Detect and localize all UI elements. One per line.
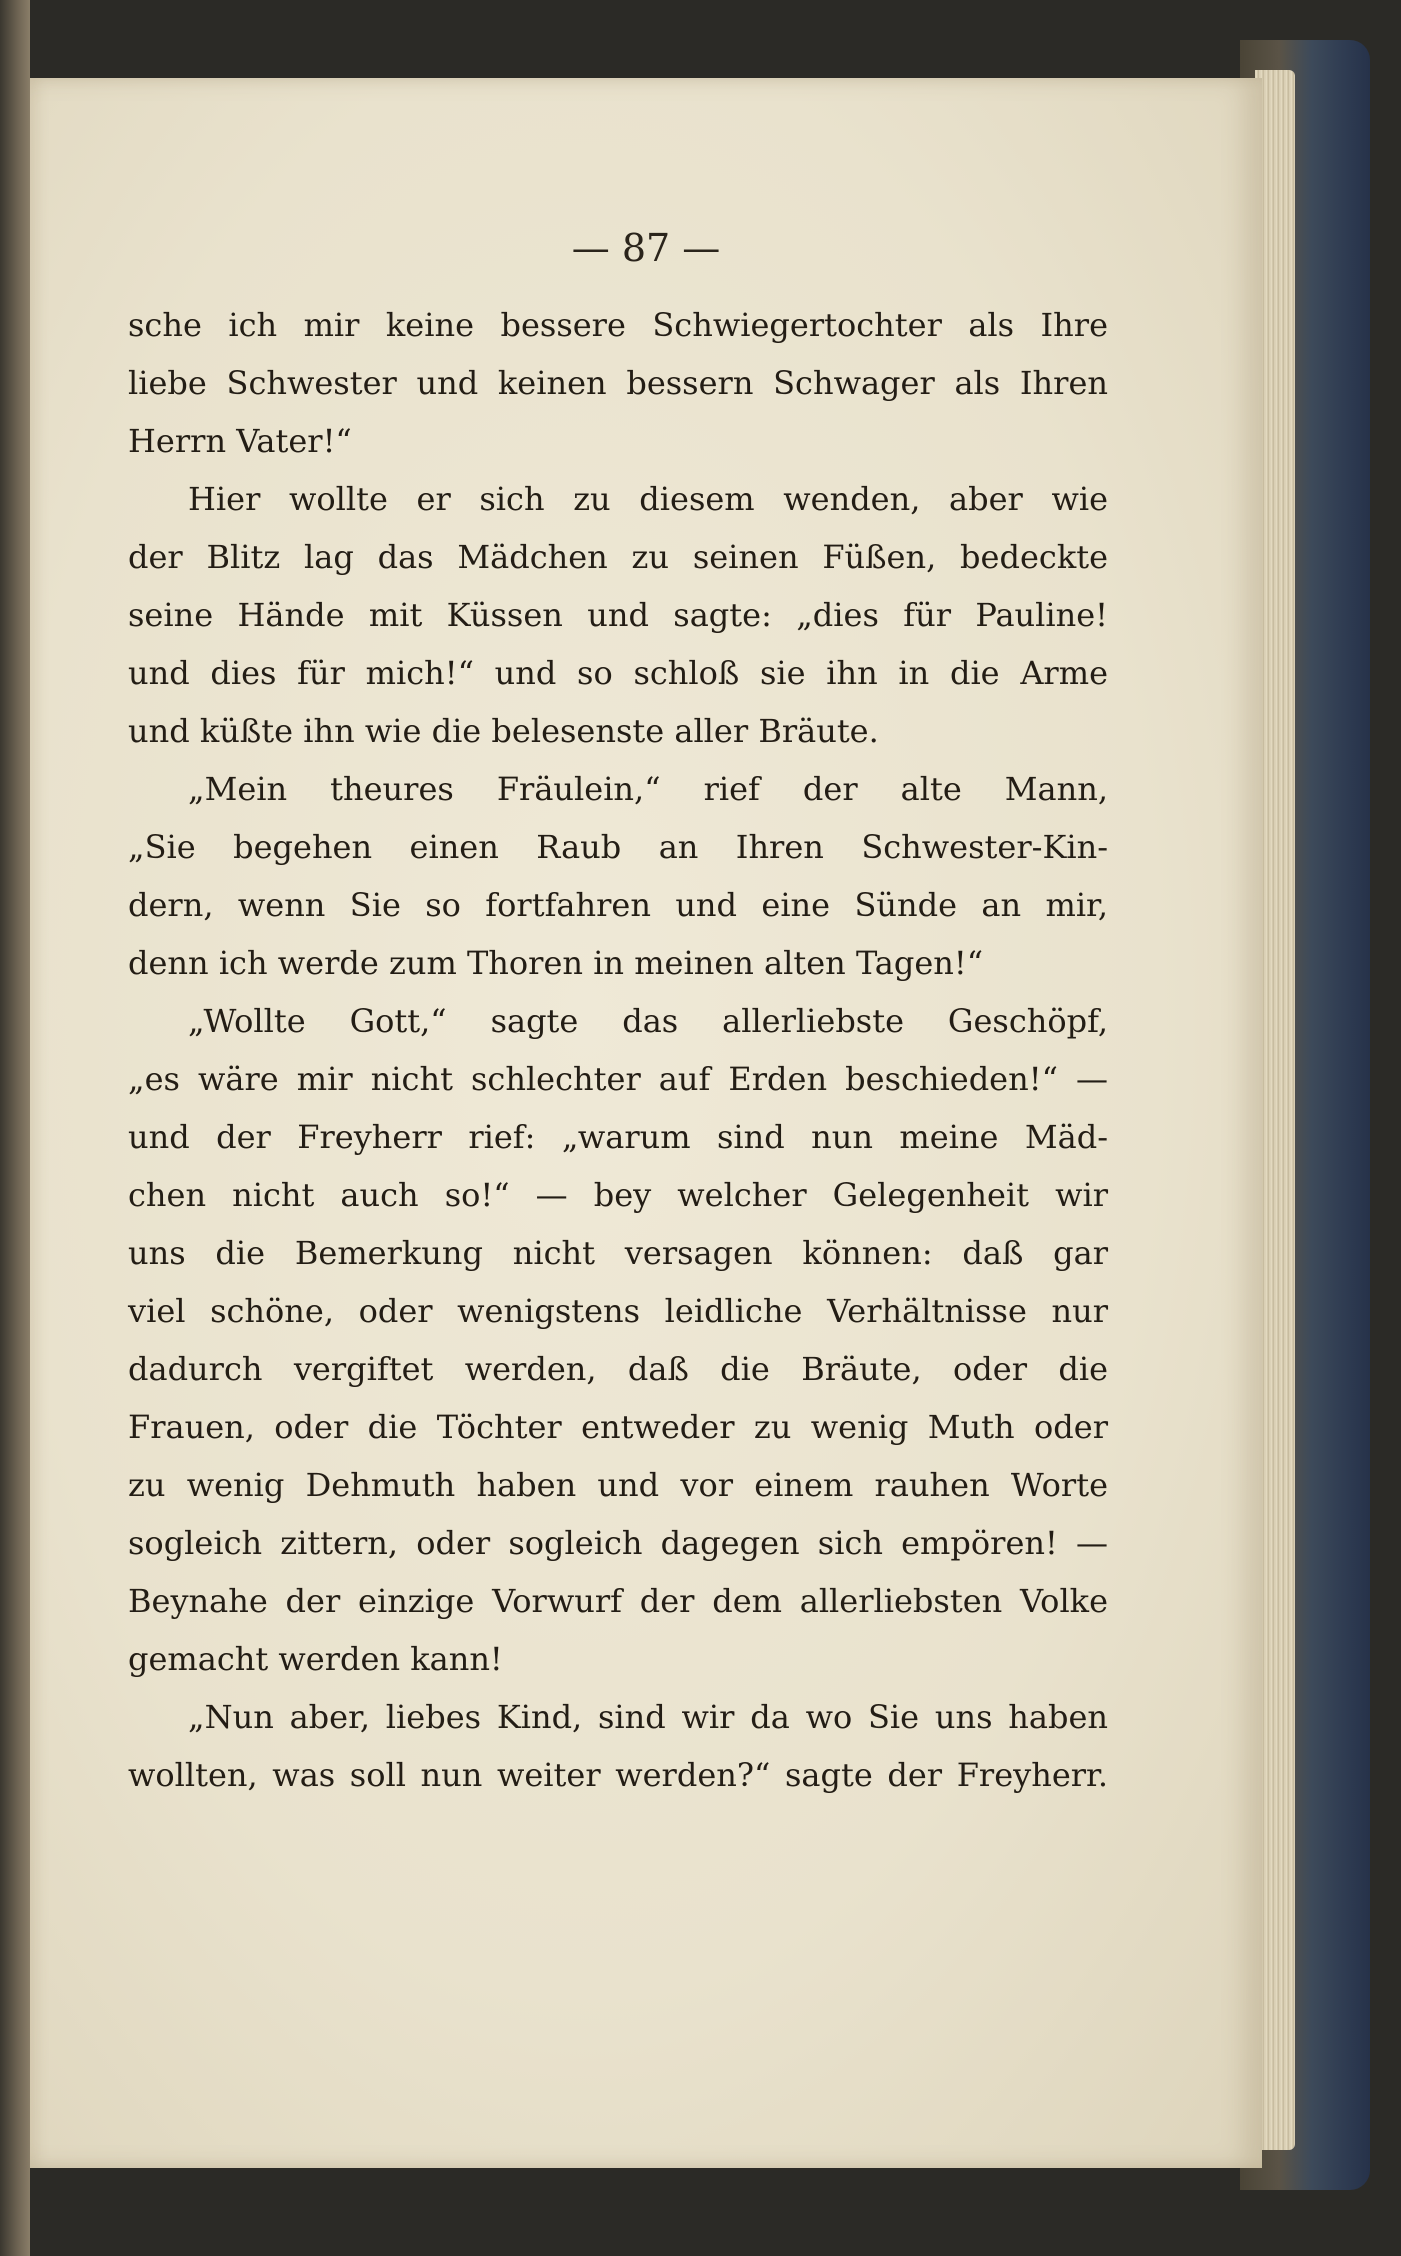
- text-line: denn ich werde zum Thoren in meinen alten Tagen!“: [128, 944, 984, 982]
- text-line: uns die Bemerkung nicht versagen können: daß gar: [128, 1234, 1108, 1272]
- text-line: dern, wenn Sie so fortfahren und eine Sünde an mir,: [128, 886, 1108, 924]
- text-line: „Wollte Gott,“ sagte das allerliebste Geschöpf,: [188, 1002, 1108, 1040]
- text-line: wollten, was soll nun weiter werden?“ sagte der Freyherr.: [128, 1756, 1108, 1794]
- book-page: [30, 78, 1262, 2168]
- text-line: liebe Schwester und keinen bessern Schwager als Ihren: [128, 364, 1108, 402]
- text-line: gemacht werden kann!: [128, 1640, 503, 1678]
- text-line: und dies für mich!“ und so schloß sie ihn in die Arme: [128, 654, 1108, 692]
- book-left-edge: [0, 0, 30, 2256]
- text-line: Hier wollte er sich zu diesem wenden, aber wie: [188, 480, 1108, 518]
- text-line: Frauen, oder die Töchter entweder zu wenig Muth oder: [128, 1408, 1108, 1446]
- text-line: „es wäre mir nicht schlechter auf Erden beschieden!“ —: [128, 1060, 1108, 1098]
- text-line: der Blitz lag das Mädchen zu seinen Füßen, bedeckte: [128, 538, 1108, 576]
- text-line: und der Freyherr rief: „warum sind nun meine Mäd-: [128, 1118, 1108, 1156]
- text-line: „Mein theures Fräulein,“ rief der alte Mann,: [188, 770, 1108, 808]
- text-line: chen nicht auch so!“ — bey welcher Gelegenheit wir: [128, 1176, 1108, 1214]
- text-line: und küßte ihn wie die belesenste aller Bräute.: [128, 712, 879, 750]
- text-line: viel schöne, oder wenigstens leidliche Verhältnisse nur: [128, 1292, 1108, 1330]
- text-line: sogleich zittern, oder sogleich dagegen sich empören! —: [128, 1524, 1108, 1562]
- text-line: seine Hände mit Küssen und sagte: „dies für Pauline!: [128, 596, 1108, 634]
- page-text: [128, 296, 1108, 1804]
- page-number: — 87 —: [571, 226, 721, 270]
- text-line: „Nun aber, liebes Kind, sind wir da wo Sie uns haben: [188, 1698, 1108, 1736]
- text-line: „Sie begehen einen Raub an Ihren Schwester-Kin-: [128, 828, 1108, 866]
- text-line: dadurch vergiftet werden, daß die Bräute, oder die: [128, 1350, 1108, 1388]
- text-line: Beynahe der einzige Vorwurf der dem allerliebsten Volke: [128, 1582, 1108, 1620]
- text-line: sche ich mir keine bessere Schwiegertochter als Ihre: [128, 306, 1108, 344]
- text-line: Herrn Vater!“: [128, 422, 352, 460]
- text-line: zu wenig Dehmuth haben und vor einem rauhen Worte: [128, 1466, 1108, 1504]
